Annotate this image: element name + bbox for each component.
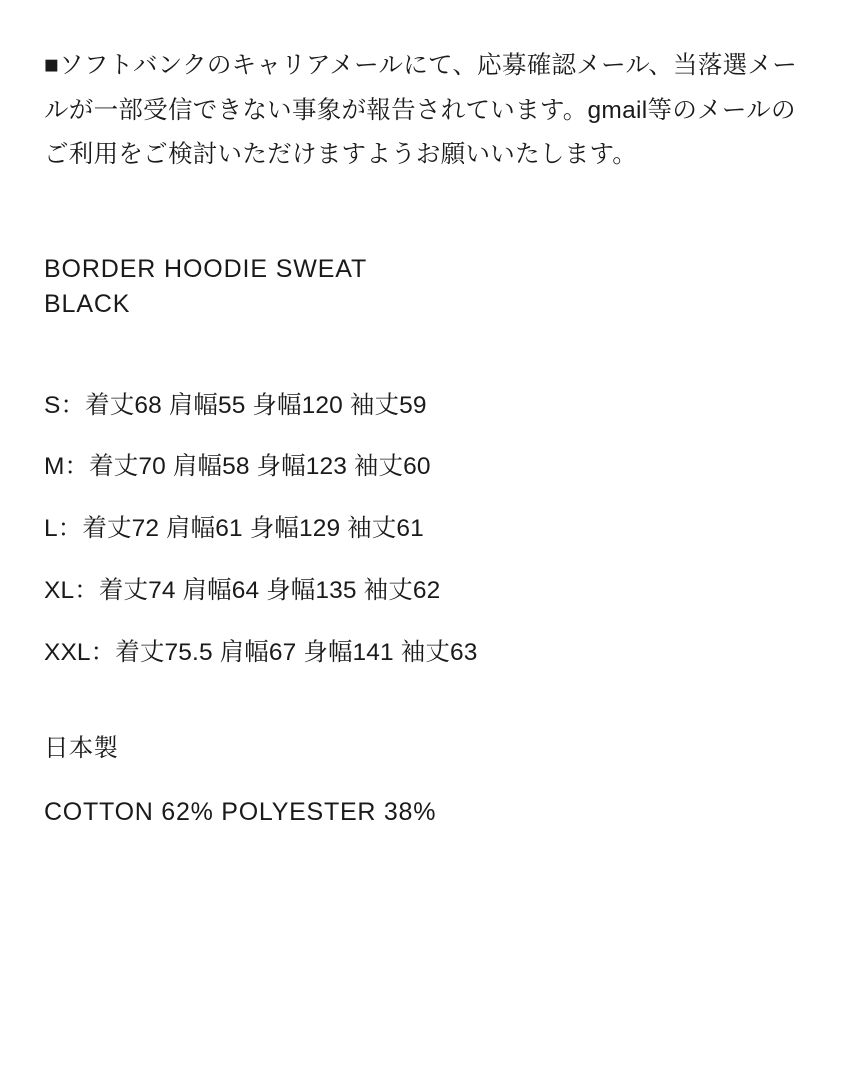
list-item: L：着丈72 肩幅61 身幅129 袖丈61 <box>44 515 424 543</box>
spacer-before-sizes <box>44 323 816 375</box>
spacer-before-origin <box>44 683 816 731</box>
spacer-after-notice <box>44 178 816 252</box>
origin-label: 日本製 <box>44 735 119 763</box>
material-composition: COTTON 62% POLYESTER 38% <box>44 798 437 827</box>
carrier-mail-notice: ■ソフトバンクのキャリアメールにて、応募確認メール、当落選メールが一部受信できない事象が報告されています。gmail等のメールのご利用をご検討いただけますようお願いいたします。 <box>44 52 798 169</box>
product-title: BORDER HOODIE SWEAT <box>44 254 368 283</box>
product-color: BLACK <box>44 290 131 319</box>
list-item: M：着丈70 肩幅58 身幅123 袖丈60 <box>44 453 431 481</box>
list-item: XL：着丈74 肩幅64 身幅135 袖丈62 <box>44 576 441 604</box>
size-spec-list <box>44 375 816 684</box>
list-item: S：着丈68 肩幅55 身幅120 袖丈59 <box>44 391 427 419</box>
list-item: XXL：着丈75.5 肩幅67 身幅141 袖丈63 <box>44 638 478 666</box>
